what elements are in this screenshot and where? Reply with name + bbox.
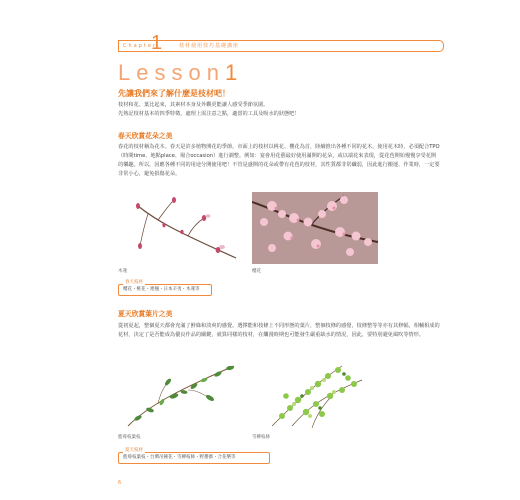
blueberry-branch-photo — [118, 356, 240, 430]
lesson-number: 1 — [224, 60, 244, 85]
blueberry-branch-caption: 藍莓枝葉枝 — [118, 435, 141, 440]
lesson-word: Lesson — [118, 60, 225, 85]
cherry-blossom-photo — [252, 192, 378, 264]
page-number: 6 — [118, 480, 122, 486]
chapter-title: 枝材使用技巧基礎講座 — [179, 43, 240, 49]
magnolia-photo — [118, 192, 242, 264]
cherry-blossom-caption: 櫻花 — [252, 269, 261, 274]
spring-materials-list: 櫻花・桃花・連翹・日本辛夷・木蓮等 — [123, 287, 200, 292]
chapter-header — [118, 32, 444, 54]
page-subtitle: 先讓我們來了解什麼是枝材吧！ — [118, 89, 230, 98]
summer-materials-box — [118, 448, 270, 464]
intro-line-1: 枝材和花、葉比起來，其素材本身及外觀更能讓人感受季節氛圍。 — [118, 102, 269, 108]
spring-body: 春花的枝材稱為花木。春天是許多植物開花的季節，市面上的枝材以桃花、櫻花為首，陸續推出各種不同的花木。使用花木時，必須配合TPO（時間time、地點place、場合occasion）進行調整。例如：宴會用花藝最好使用滿開的花朵，或以端花來表現，從花苞開始慢慢享受花開的樂趣。所以，因應各種不同的用途分開使用吧！不管是盛開的花朵或帶有花苞的枝材，其性質都非常纖弱，因此進行搬運、作業時，一定要非常小心，避免損傷花朵。 — [118, 144, 440, 177]
summer-materials-list: 藍莓枝葉枝・台灣吊鐘花・雪柳枝條・野薔薇・合花樂等 — [123, 455, 236, 460]
spring-materials-label: 春天枝材 — [125, 280, 143, 285]
spring-materials-box — [118, 280, 212, 296]
spring-heading: 春天欣賞花朵之美 — [118, 132, 173, 140]
chapter-label: Chapter — [123, 43, 157, 49]
lesson-title — [118, 60, 243, 86]
summer-heading: 夏天欣賞葉片之美 — [118, 310, 173, 318]
chapter-number: 1 — [151, 32, 163, 54]
intro-paragraph — [118, 101, 440, 119]
summer-materials-label: 夏天枝材 — [125, 448, 143, 453]
intro-line-2: 先熟記枝材基本的四季特徵，處理上需注意之點，適當的工具及吸水的狀態吧！ — [118, 111, 300, 117]
summer-body: 從初夏起，整個夏天都會充滿了鮮綠和淡爽的感覺。選擇能和枝條上不同形態的葉片，整個枝條的感覺，枝條整等等亦有其修幅，相輔相成的花材，決定了是否能成為優良作品的關鍵，就算同樣的枝材，在爛漫時期也可能發生嚴重缺水的情況，因此，要特別避免風吹等情形。 — [118, 323, 440, 338]
spiraea-photo — [252, 356, 376, 430]
spiraea-caption: 雪柳枝條 — [252, 435, 270, 440]
magnolia-caption: 木蓮 — [118, 269, 127, 274]
